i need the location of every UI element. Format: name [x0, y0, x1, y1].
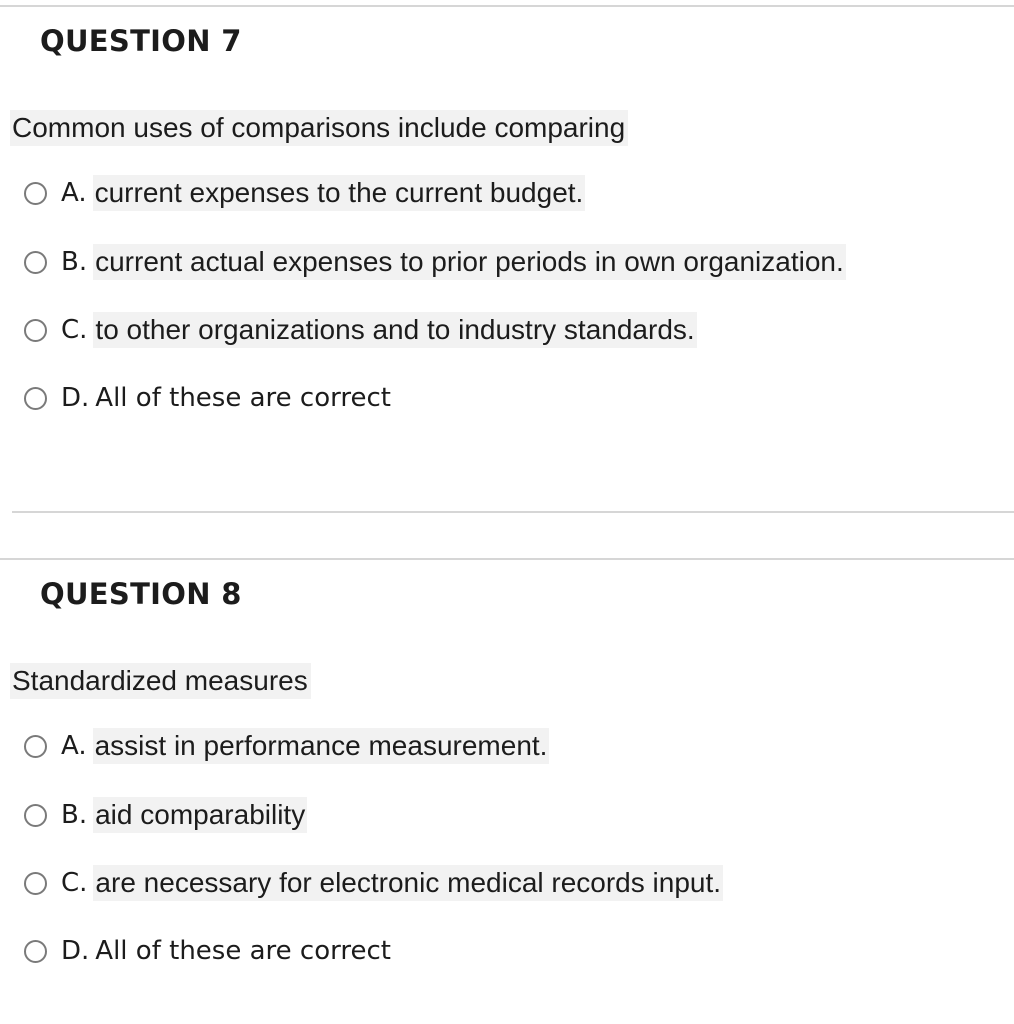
question-8-option-a[interactable] [24, 728, 549, 764]
option-letter: C. [61, 315, 88, 345]
question-7-option-b[interactable] [24, 244, 846, 280]
option-text: All of these are correct [95, 383, 391, 413]
option-text: aid comparability [93, 797, 307, 833]
option-letter: B. [61, 800, 88, 830]
question-7-option-d[interactable] [24, 380, 391, 416]
question-8-top-divider [0, 558, 1014, 560]
option-letter: D. [61, 383, 90, 413]
option-text: assist in performance measurement. [93, 728, 550, 764]
option-letter: C. [61, 868, 88, 898]
option-letter: B. [61, 247, 88, 277]
question-7-bottom-divider [12, 511, 1014, 513]
option-letter: D. [61, 936, 90, 966]
radio-button-icon[interactable] [24, 735, 47, 758]
radio-button-icon[interactable] [24, 804, 47, 827]
question-7-option-a[interactable] [24, 175, 585, 211]
option-letter: A. [61, 731, 87, 761]
option-text: current actual expenses to prior periods in own organization. [93, 244, 846, 280]
question-8-option-b[interactable] [24, 797, 307, 833]
question-8-option-c[interactable] [24, 865, 723, 901]
option-letter: A. [61, 178, 87, 208]
top-divider [0, 5, 1014, 7]
radio-button-icon[interactable] [24, 319, 47, 342]
radio-button-icon[interactable] [24, 387, 47, 410]
question-7-option-c[interactable] [24, 312, 697, 348]
radio-button-icon[interactable] [24, 251, 47, 274]
question-7-title: QUESTION 7 [40, 24, 242, 58]
question-7-prompt: Common uses of comparisons include comparing [10, 110, 628, 146]
option-text: are necessary for electronic medical records input. [93, 865, 723, 901]
radio-button-icon[interactable] [24, 872, 47, 895]
option-text: All of these are correct [95, 936, 391, 966]
question-8-option-d[interactable] [24, 933, 391, 969]
question-8-prompt: Standardized measures [10, 663, 311, 699]
option-text: current expenses to the current budget. [93, 175, 586, 211]
question-8-title: QUESTION 8 [40, 577, 242, 611]
radio-button-icon[interactable] [24, 182, 47, 205]
radio-button-icon[interactable] [24, 940, 47, 963]
option-text: to other organizations and to industry standards. [93, 312, 696, 348]
